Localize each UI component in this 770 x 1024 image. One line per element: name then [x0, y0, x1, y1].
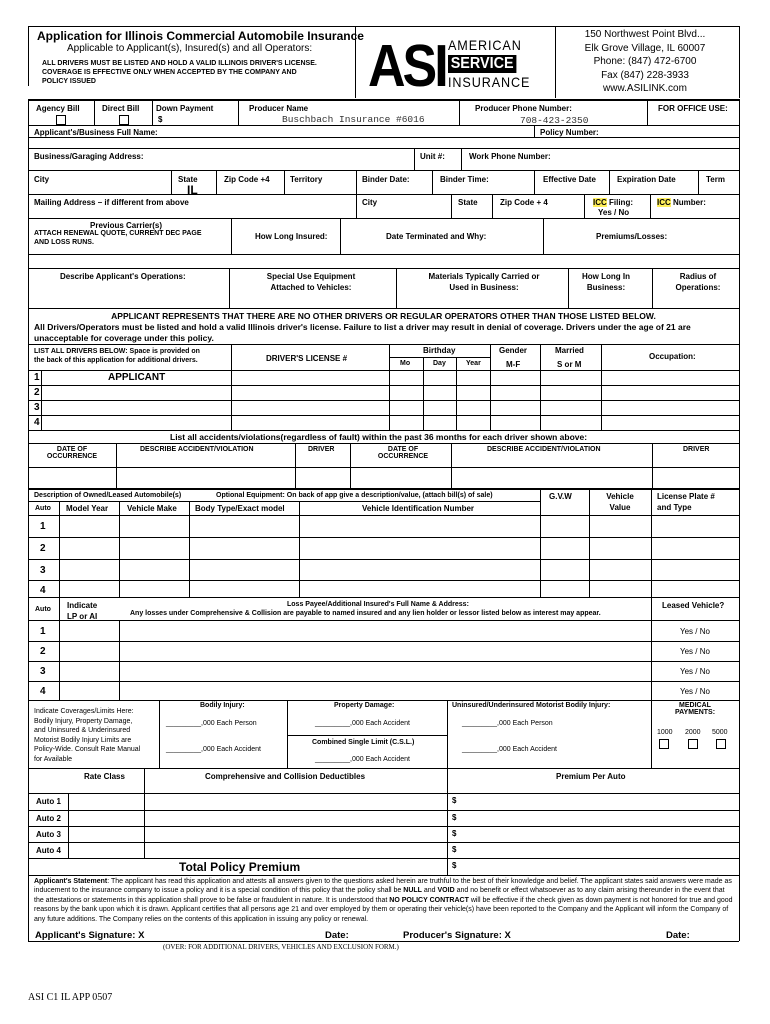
- loss-payee-auto-header: Auto: [35, 606, 51, 613]
- unit-label: Unit #:: [420, 152, 445, 161]
- vehicle-value-header: [593, 492, 647, 512]
- indicate-line-1: Indicate: [67, 601, 98, 610]
- total-premium-dollar[interactable]: $: [452, 861, 457, 870]
- license-plate-line-1: License Plate #: [657, 492, 715, 501]
- loss-payee-row-number: 1: [40, 626, 46, 637]
- csl-each-accident-field[interactable]: _________,000 Each Accident: [315, 756, 410, 763]
- statement-and: and: [421, 887, 438, 895]
- married-header: Married: [555, 346, 584, 355]
- attach-docs-line-1: ATTACH RENEWAL QUOTE, CURRENT DEC PAGE: [34, 230, 202, 237]
- producer-phone-label: Producer Phone Number:: [475, 104, 572, 113]
- leased-yes-no[interactable]: Yes / No: [680, 667, 710, 676]
- premium-dollar[interactable]: $: [452, 813, 457, 822]
- applicants-statement: [34, 877, 736, 924]
- coverage-instr-2: Bodily Injury, Property Damage,: [34, 717, 133, 725]
- birth-year-header: Year: [466, 360, 481, 367]
- radius-line-1: Radius of: [679, 272, 717, 281]
- driver-row-number: 4: [34, 417, 40, 428]
- birthday-header: Birthday: [423, 346, 456, 355]
- medical-line-2: PAYMENTS:: [674, 709, 716, 716]
- producer-phone-value[interactable]: 708-423-2350: [520, 115, 589, 126]
- icc-filing-text: Filing:: [606, 198, 633, 207]
- vehicle-value-line-2: Value: [609, 503, 631, 512]
- producer-date-label[interactable]: Date:: [666, 930, 690, 941]
- med-2000-checkbox[interactable]: [688, 739, 698, 749]
- vehicle-auto-header: Auto: [35, 505, 51, 512]
- office-use-label: FOR OFFICE USE:: [658, 104, 728, 113]
- accident-date-line-1: DATE OF: [387, 446, 419, 453]
- logo-line-2: SERVICE: [448, 55, 516, 73]
- statement-lead: Applicant's Statement: [34, 878, 108, 885]
- how-long-business-line-2: Business:: [586, 283, 626, 292]
- logo-line-3: INSURANCE: [448, 74, 531, 90]
- agency-bill-checkbox[interactable]: [56, 115, 66, 125]
- med-option-1000: 1000: [657, 729, 673, 736]
- down-payment-dollar: $: [158, 115, 163, 124]
- gender-mf-header: M-F: [506, 360, 521, 369]
- binder-time-label: Binder Time:: [440, 175, 489, 184]
- mailing-state-label: State: [458, 198, 478, 207]
- logo-line-1: AMERICAN: [448, 37, 522, 53]
- married-som-header: S or M: [557, 360, 582, 369]
- auto-4-label: Auto 4: [36, 846, 61, 855]
- garaging-address-label: Business/Garaging Address:: [34, 152, 144, 161]
- loss-payee-row-number: 2: [40, 646, 46, 657]
- binder-date-label: Binder Date:: [362, 175, 410, 184]
- birth-month-header: Mo: [400, 360, 411, 367]
- city-label: City: [34, 175, 50, 184]
- producer-name-value[interactable]: Buschbach Insurance #6016: [282, 114, 425, 125]
- how-long-business-line-1: How Long In: [582, 272, 630, 281]
- accident-describe-left: DESCRIBE ACCIDENT/VIOLATION: [140, 446, 254, 453]
- materials-label: [414, 272, 554, 292]
- optional-equipment-label: Optional Equipment: On back of app give a description/value, (attach bill(s) of sale): [216, 492, 493, 499]
- materials-line-1: Materials Typically Carried or: [428, 272, 540, 281]
- radius-line-2: Operations:: [675, 283, 721, 292]
- notice-line-2: COVERAGE IS EFFECTIVE ONLY WHEN ACCEPTED BY THE COMPANY AND: [42, 69, 297, 76]
- producer-name-label: Producer Name: [249, 104, 309, 113]
- leased-yes-no[interactable]: Yes / No: [680, 647, 710, 656]
- state-value[interactable]: IL: [187, 183, 198, 197]
- icc-number-text: Number:: [670, 198, 706, 207]
- pd-each-accident-field[interactable]: _________,000 Each Accident: [315, 720, 410, 727]
- expiration-date-label: Expiration Date: [617, 175, 676, 184]
- drivers-statement-2: All Drivers/Operators must be listed and hold a valid Illinois driver's license. Failure to list a driver may result in denial of coverage. Drivers under the age of 21 are: [34, 322, 691, 332]
- previous-carrier-label: Previous Carrier(s): [90, 221, 163, 230]
- asi-logo: [364, 33, 531, 100]
- applicant-signature-label[interactable]: Applicant's Signature: X: [35, 930, 145, 941]
- over-notice: (OVER: FOR ADDITIONAL DRIVERS, VEHICLES AND EXCLUSION FORM.): [163, 943, 399, 951]
- special-equipment-label: [246, 272, 376, 292]
- operations-label: Describe Applicant's Operations:: [60, 272, 186, 281]
- icc-filing-highlight: ICC: [593, 198, 607, 207]
- icc-number-highlight: ICC: [657, 198, 671, 207]
- driver-row-number: 1: [34, 372, 40, 383]
- mailing-address-label: Mailing Address – if different from above: [34, 198, 189, 207]
- how-long-business-label: [566, 272, 646, 292]
- leased-yes-no[interactable]: Yes / No: [680, 627, 710, 636]
- website-line: www.ASILINK.com: [603, 83, 687, 94]
- radius-label: [658, 272, 738, 292]
- medical-payments-header: [652, 702, 738, 716]
- work-phone-label: Work Phone Number:: [469, 152, 551, 161]
- um-each-person-field[interactable]: _________,000 Each Person: [462, 720, 553, 727]
- direct-bill-checkbox[interactable]: [119, 115, 129, 125]
- accidents-title: List all accidents/violations(regardless of fault) within the past 36 months for each driver shown above:: [170, 432, 588, 442]
- fax-line: Fax (847) 228-3933: [601, 69, 689, 81]
- um-each-accident-field[interactable]: _________,000 Each Accident: [462, 746, 557, 753]
- mailing-zip-label: Zip Code + 4: [500, 198, 548, 207]
- license-plate-header: [657, 492, 715, 512]
- property-damage-header: Property Damage:: [334, 702, 395, 709]
- phone-line: Phone: (847) 472-6700: [593, 56, 697, 67]
- birth-day-header: Day: [433, 360, 446, 367]
- vehicle-row-number: 3: [40, 565, 46, 576]
- applicant-driver-label: APPLICANT: [108, 372, 166, 383]
- accident-date-line-1: DATE OF: [56, 446, 88, 453]
- med-1000-checkbox[interactable]: [659, 739, 669, 749]
- special-equipment-line-2: Attached to Vehicles:: [270, 283, 352, 292]
- coverage-instr-3: and Uninsured & Underinsured: [34, 727, 131, 734]
- um-header: Uninsured/Underinsured Motorist Bodily Injury:: [452, 702, 611, 709]
- notice-line-3: POLICY ISSUED: [42, 78, 96, 85]
- address-line-1: 150 Northwest Point Blvd...: [584, 29, 706, 40]
- csl-header: Combined Single Limit (C.S.L.): [312, 739, 415, 746]
- icc-filing-yes-no[interactable]: Yes / No: [598, 208, 630, 217]
- accident-date-header-left: [28, 446, 116, 460]
- auto-1-label: Auto 1: [36, 797, 61, 806]
- drivers-statement-1: APPLICANT REPRESENTS THAT THERE ARE NO OTHER DRIVERS OR REGULAR OPERATORS OTHER THAN THOSE LISTED BELOW.: [111, 311, 656, 321]
- direct-bill-label: Direct Bill: [102, 104, 140, 113]
- premium-dollar[interactable]: $: [452, 829, 457, 838]
- premium-per-auto-header: Premium Per Auto: [556, 772, 626, 781]
- vehicle-value-line-1: Vehicle: [606, 492, 634, 501]
- full-name-label: Applicant's/Business Full Name:: [34, 128, 158, 137]
- rate-class-header: Rate Class: [84, 772, 125, 781]
- loss-payee-row-number: 3: [40, 666, 46, 677]
- down-payment-label: Down Payment: [156, 104, 214, 113]
- date-terminated-label: Date Terminated and Why:: [386, 232, 487, 241]
- premiums-losses-label: Premiums/Losses:: [596, 232, 668, 241]
- form-title: Application for Illinois Commercial Automobile Insurance: [37, 29, 364, 43]
- form-subtitle: Applicable to Applicant(s), Insured(s) and all Operators:: [67, 43, 313, 54]
- logo-mark: ASI: [368, 33, 446, 100]
- bodily-injury-header: Bodily Injury:: [200, 702, 245, 709]
- special-equipment-line-1: Special Use Equipment: [266, 272, 356, 281]
- accident-date-line-2: OCCURRENCE: [46, 453, 98, 460]
- icc-filing-label: [593, 198, 633, 207]
- auto-2-label: Auto 2: [36, 814, 61, 823]
- indicate-line-2: LP or AI: [67, 612, 98, 621]
- applicant-date-label[interactable]: Date:: [325, 930, 349, 941]
- med-option-2000: 2000: [685, 729, 701, 736]
- accident-date-header-right: [355, 446, 451, 460]
- premium-dollar[interactable]: $: [452, 796, 457, 805]
- accident-driver-left: DRIVER: [308, 446, 335, 453]
- agency-bill-label: Agency Bill: [36, 104, 80, 113]
- loss-payee-row-number: 4: [40, 686, 46, 697]
- bi-each-person-field[interactable]: _________,000 Each Person: [166, 720, 257, 727]
- accident-describe-right: DESCRIBE ACCIDENT/VIOLATION: [487, 446, 601, 453]
- vehicle-row-number: 4: [40, 585, 46, 596]
- mailing-city-label: City: [362, 198, 378, 207]
- accident-date-line-2: OCCURRENCE: [377, 453, 429, 460]
- coverage-instr-1: Indicate Coverages/Limits Here:: [34, 708, 134, 715]
- materials-line-2: Used in Business:: [449, 283, 519, 292]
- coverage-instr-5: Policy-Wide. Consult Rate Manual: [34, 746, 141, 753]
- accident-driver-right: DRIVER: [683, 446, 710, 453]
- bi-each-accident-field[interactable]: _________,000 Each Accident: [166, 746, 261, 753]
- leased-vehicle-header: Leased Vehicle?: [662, 601, 725, 610]
- statement-null: NULL: [403, 887, 422, 895]
- gvw-header: G.V.W: [549, 492, 572, 501]
- zip-label: Zip Code +4: [224, 175, 270, 184]
- deductibles-header: Comprehensive and Collision Deductibles: [205, 772, 366, 781]
- leased-yes-no[interactable]: Yes / No: [680, 687, 710, 696]
- notice-line-1: ALL DRIVERS MUST BE LISTED AND HOLD A VALID ILLINOIS DRIVER'S LICENSE.: [42, 60, 317, 67]
- occupation-header: Occupation:: [649, 352, 696, 361]
- vin-header: Vehicle Identification Number: [362, 504, 475, 513]
- address-line-2: Elk Grove Village, IL 60007: [584, 42, 706, 54]
- list-drivers-line-1: LIST ALL DRIVERS BELOW: Space is provided on: [34, 348, 200, 355]
- coverage-instr-6: for Available: [34, 755, 73, 763]
- loss-payee-title: Loss Payee/Additional Insured's Full Name & Address:: [287, 601, 469, 608]
- total-premium-label: Total Policy Premium: [179, 860, 301, 874]
- state-label: State: [178, 175, 198, 184]
- loss-payee-note: Any losses under Comprehensive & Collision are payable to named insured and any lien holder or lessor listed below as interest may appear.: [130, 610, 601, 617]
- policy-number-label: Policy Number:: [540, 128, 599, 137]
- statement-part-2: and no benefit or effect whatsoever as to any claim arising thereunder in the event that the attestations or statements in this application shall prove to be false or fraudulent in nature. It is understood that: [34, 887, 725, 904]
- list-drivers-line-2: the back of this application for additional drivers.: [34, 357, 198, 364]
- vehicle-make-header: Vehicle Make: [127, 504, 177, 513]
- driver-row-number: 3: [34, 402, 40, 413]
- vehicle-row-number: 2: [40, 543, 46, 554]
- gender-header: Gender: [499, 346, 528, 355]
- how-long-insured-label: How Long Insured:: [255, 232, 328, 241]
- form-id: ASI C1 IL APP 0507: [28, 992, 113, 1003]
- indicate-lp-ai-header: [67, 601, 97, 621]
- auto-3-label: Auto 3: [36, 830, 61, 839]
- driver-row-number: 2: [34, 387, 40, 398]
- vehicle-description-label: Description of Owned/Leased Automobile(s): [34, 492, 182, 499]
- coverages-instructions: [34, 707, 140, 764]
- med-option-5000: 5000: [712, 729, 728, 736]
- attach-docs-line-2: AND LOSS RUNS.: [34, 239, 94, 246]
- producer-signature-label[interactable]: Producer's Signature: X: [403, 930, 511, 941]
- statement-part-3: will be effective if the check given as down payment is not honored for true and good reasons by the bank upon which it is drawn. Applicant certifies that all persons age 21 and over employed by them or operating their vehicle(s) have been reported to the Company and the Applicant will inform the Company of any future additions. The Company relies on the contents of this application in issuing any policy or renewal.: [34, 896, 733, 923]
- coverage-instr-4: Motorist Bodily Injury Limits are: [34, 736, 132, 744]
- drivers-license-header: DRIVER'S LICENSE #: [266, 354, 348, 363]
- license-plate-line-2: and Type: [657, 503, 692, 512]
- med-5000-checkbox[interactable]: [716, 739, 726, 749]
- statement-void: VOID: [437, 887, 455, 895]
- statement-part-1: : The applicant has read this application and attests all answers given to the questions asked herein are truthful to the best of their knowledge and belief. The applicant states said answers were made as inducement to the insurance company to issue a policy and it is a special condition of this policy that the policy shall be: [34, 878, 732, 895]
- premium-dollar[interactable]: $: [452, 845, 457, 854]
- statement-no-policy: NO POLICY CONTRACT: [389, 896, 469, 904]
- territory-label: Territory: [290, 175, 323, 184]
- icc-number-label: [657, 198, 706, 207]
- company-address: [565, 28, 725, 96]
- vehicle-row-number: 1: [40, 521, 46, 532]
- drivers-statement-3: unacceptable for coverage under this policy.: [34, 333, 214, 343]
- effective-date-label: Effective Date: [543, 175, 596, 184]
- body-type-header: Body Type/Exact model: [195, 504, 285, 513]
- model-year-header: Model Year: [66, 504, 109, 513]
- term-label: Term: [706, 175, 725, 184]
- medical-line-1: MEDICAL: [679, 702, 711, 709]
